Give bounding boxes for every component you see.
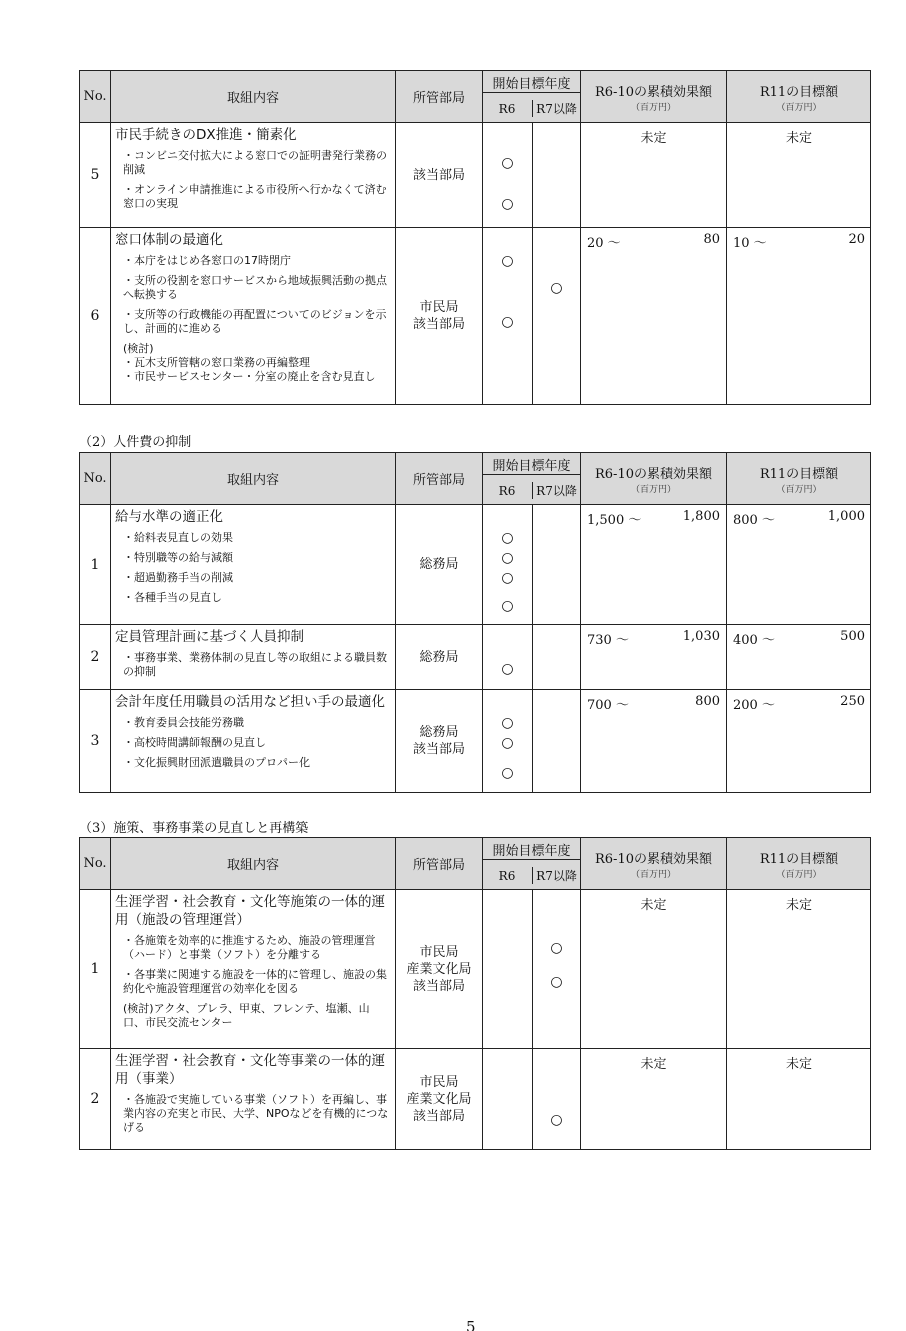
department-lines: [413, 724, 465, 758]
department: [396, 228, 483, 404]
circle-mark-r6: ○: [483, 528, 533, 548]
item-title: 生涯学習・社会教育・文化等施策の一体的運用（施設の管理運営）: [111, 890, 396, 931]
department: [396, 625, 483, 689]
item-detail: ・各施設で実施している事業（ソフト）を再編し、事業内容の充実と市民、大学、NPOなどを有機的につなげる: [111, 1090, 396, 1149]
circle-mark-r6: ○: [483, 180, 533, 227]
empty-cell-r7: [533, 251, 581, 271]
empty-cell-r6: [483, 505, 533, 528]
cum-amount: 未定: [581, 1049, 727, 1149]
item-detail: ・支所等の行政機能の再配置についてのビジョンを示し、計画的に進める: [111, 305, 396, 339]
circle-mark-r7: ○: [533, 1090, 581, 1149]
item-detail: ・オンライン申請推進による市役所へ行かなくて済む窓口の実現: [111, 180, 396, 227]
empty-cell-r7: [533, 528, 581, 548]
item-detail: ・支所の役割を窓口サービスから地域振興活動の拠点へ転換する: [111, 271, 396, 305]
cum-amount-high: 80: [703, 232, 720, 247]
item-title: 給与水準の適正化: [111, 505, 396, 528]
empty-cell-r6: [483, 999, 533, 1048]
header-r11-unit: （百万円）: [776, 484, 822, 495]
header-r11: [727, 453, 871, 504]
cum-amount-low: 700 ～: [587, 698, 629, 713]
table-policy-review: [79, 837, 871, 1150]
department-name: 総務局: [419, 725, 459, 740]
cum-amount-range: [581, 228, 727, 404]
item-detail: ・事務事業、業務体制の見直し等の取組による職員数の抑制: [111, 648, 396, 689]
department-name: 総務局: [419, 649, 459, 665]
item-title: 会計年度任用職員の活用など担い手の最適化: [111, 690, 396, 713]
r11-amount-high: 20: [848, 232, 865, 247]
empty-cell-r7: [533, 753, 581, 792]
header-start-year-label: 開始目標年度: [483, 455, 581, 475]
header-r11-label: R11の目標額: [759, 84, 839, 100]
department-name: 産業文化局: [406, 961, 472, 977]
table-header: [80, 453, 870, 505]
header-dept: [396, 71, 483, 122]
row-number: 5: [80, 123, 111, 227]
empty-cell-r7: [533, 568, 581, 588]
department-lines: [406, 944, 471, 995]
table-row: [80, 1049, 870, 1149]
department-name: 市民局: [419, 1074, 459, 1090]
empty-cell-r7: [533, 625, 581, 648]
header-r11-label: R11の目標額: [759, 466, 839, 482]
header-r11-label: R11の目標額: [759, 851, 839, 867]
header-cumulative-unit: （百万円）: [630, 484, 676, 495]
empty-cell-r7: [533, 505, 581, 528]
empty-cell-r7: [533, 123, 581, 146]
header-r11: [727, 71, 871, 122]
department-name: 該当部局: [412, 978, 465, 994]
circle-mark-r7: ○: [533, 965, 581, 999]
department-name: 総務局: [419, 557, 459, 572]
header-r6: R6: [483, 100, 533, 117]
table-row: [80, 625, 870, 690]
cum-amount-low: 20 ～: [587, 236, 621, 251]
empty-cell-r6: [483, 1049, 533, 1090]
empty-cell-r7: [533, 305, 581, 339]
empty-cell-r6: [483, 228, 533, 251]
cum-amount-low: 1,500 ～: [587, 513, 642, 528]
cum-amount: 未定: [581, 890, 727, 1048]
header-cumulative: [581, 838, 727, 889]
empty-cell-r6: [483, 890, 533, 931]
empty-cell-r6: [483, 965, 533, 999]
circle-mark-r6: ○: [483, 713, 533, 733]
item-detail: ・文化振興財団派遣職員のプロパー化: [111, 753, 396, 792]
page-number: 5: [466, 1318, 476, 1331]
table-row: [80, 123, 870, 228]
header-cumulative-label: R6-10の累積効果額: [595, 851, 712, 867]
header-dept-label: 所管部局: [412, 91, 465, 106]
circle-mark-r7: ○: [533, 271, 581, 305]
header-cumulative-label: R6-10の累積効果額: [595, 466, 712, 482]
header-content-label: 取組内容: [226, 858, 279, 873]
cum-amount-range: [581, 625, 727, 689]
table-personnel-cost: [79, 452, 871, 793]
header-start-year-label: 開始目標年度: [483, 73, 581, 93]
department-name: 市民局: [419, 300, 459, 315]
empty-cell-r7: [533, 690, 581, 713]
table-header: [80, 838, 870, 890]
department: [396, 505, 483, 624]
cum-amount-range: [581, 505, 727, 624]
item-title: 定員管理計画に基づく人員抑制: [111, 625, 396, 648]
empty-cell-r7: [533, 733, 581, 753]
header-no: [80, 838, 111, 889]
empty-cell-r6: [483, 339, 533, 404]
cum-amount-high: 1,800: [682, 509, 720, 524]
header-r7: R7以降: [536, 102, 577, 116]
row-number: 3: [80, 690, 111, 792]
header-dept-label: 所管部局: [412, 858, 465, 873]
section-title-personnel: （2）人件費の抑制: [79, 435, 192, 450]
header-r11-unit: （百万円）: [776, 102, 822, 113]
r11-amount: 未定: [785, 1057, 812, 1072]
row-number: 2: [80, 625, 111, 689]
r11-amount-low: 200 ～: [733, 698, 775, 713]
r11-amount-high: 500: [840, 629, 865, 644]
department-lines: [406, 1074, 471, 1125]
empty-cell-r7: [533, 588, 581, 624]
circle-mark-r6: ○: [483, 305, 533, 339]
cum-amount-high: 800: [695, 694, 720, 709]
header-r6: R6: [483, 482, 533, 499]
empty-cell-r6: [483, 690, 533, 713]
empty-cell-r6: [483, 271, 533, 305]
section-title-policy-review: （3）施策、事務事業の見直しと再構築: [79, 821, 309, 836]
empty-cell-r7: [533, 713, 581, 733]
circle-mark-r6: ○: [483, 568, 533, 588]
item-detail: ・各種手当の見直し: [111, 588, 396, 624]
department-name: 産業文化局: [406, 1091, 472, 1107]
header-content-label: 取組内容: [226, 91, 279, 106]
header-r7: R7以降: [536, 484, 577, 498]
header-start-year-label: 開始目標年度: [483, 840, 581, 860]
header-r11: [727, 838, 871, 889]
department-lines: [413, 299, 465, 333]
circle-mark-r6: ○: [483, 251, 533, 271]
item-detail: ・コンビニ交付拡大による窓口での証明書発行業務の削減: [111, 146, 396, 180]
header-start-year: [483, 71, 581, 122]
r11-amount-range: [727, 690, 871, 792]
r11-amount: 未定: [785, 898, 812, 913]
empty-cell-r7: [533, 180, 581, 227]
header-content: [111, 71, 396, 122]
header-cumulative: [581, 453, 727, 504]
header-dept: [396, 838, 483, 889]
item-detail: ・各事業に関連する施設を一体的に管理し、施設の集約化や施設管理運営の効率化を図る: [111, 965, 396, 999]
table-row: [80, 228, 870, 404]
cum-amount-low: 730 ～: [587, 633, 629, 648]
circle-mark-r6: ○: [483, 648, 533, 689]
header-no-label: No.: [83, 471, 107, 486]
empty-cell-r7: [533, 890, 581, 931]
header-cumulative-unit: （百万円）: [630, 869, 676, 880]
empty-cell-r7: [533, 648, 581, 689]
item-title: 窓口体制の最適化: [111, 228, 396, 251]
header-cumulative-label: R6-10の累積効果額: [595, 84, 712, 100]
table-dx-window: [79, 70, 871, 405]
item-detail: ・本庁をはじめ各窓口の17時閉庁: [111, 251, 396, 271]
department: [396, 690, 483, 792]
empty-cell-r7: [533, 146, 581, 180]
r11-amount-low: 400 ～: [733, 633, 775, 648]
empty-cell-r7: [533, 1049, 581, 1090]
header-dept-label: 所管部局: [412, 473, 465, 488]
item-detail: ・教育委員会技能労務職: [111, 713, 396, 733]
circle-mark-r6: ○: [483, 548, 533, 568]
header-cumulative-unit: （百万円）: [630, 102, 676, 113]
circle-mark-r6: ○: [483, 753, 533, 792]
cum-amount: 未定: [581, 123, 727, 227]
department-lines: [413, 167, 465, 184]
header-start-year-sub: [483, 482, 581, 499]
department-name: 市民局: [419, 944, 459, 960]
department-lines: [419, 556, 458, 573]
header-r6: R6: [483, 867, 533, 884]
header-start-year: [483, 838, 581, 889]
department-name: 該当部局: [412, 742, 465, 757]
header-no-label: No.: [83, 89, 107, 104]
header-content: [111, 838, 396, 889]
header-no: [80, 453, 111, 504]
r11-amount-range: [727, 228, 871, 404]
row-number: 1: [80, 890, 111, 1048]
header-start-year-sub: [483, 100, 581, 117]
table-header: [80, 71, 870, 123]
header-start-year-sub: [483, 867, 581, 884]
r11-amount-high: 1,000: [827, 509, 865, 524]
circle-mark-r6: ○: [483, 733, 533, 753]
department-name: 該当部局: [412, 167, 465, 183]
circle-mark-r6: ○: [483, 146, 533, 180]
r11-amount-high: 250: [840, 694, 865, 709]
r11-amount-range: [727, 505, 871, 624]
empty-cell-r7: [533, 548, 581, 568]
row-number: 1: [80, 505, 111, 624]
header-r11-unit: （百万円）: [776, 869, 822, 880]
row-number: 2: [80, 1049, 111, 1149]
item-detail: ・超過勤務手当の削減: [111, 568, 396, 588]
r11-amount-range: [727, 625, 871, 689]
item-detail: ・給料表見直しの効果: [111, 528, 396, 548]
empty-cell-r7: [533, 999, 581, 1048]
empty-cell-r6: [483, 123, 533, 146]
table-row: [80, 505, 870, 625]
cum-amount-high: 1,030: [682, 629, 720, 644]
table-row: [80, 890, 870, 1049]
table-row: [80, 690, 870, 792]
empty-cell-r6: [483, 931, 533, 965]
department: [396, 890, 483, 1048]
header-dept: [396, 453, 483, 504]
circle-mark-r7: ○: [533, 931, 581, 965]
item-detail: (検討) ・瓦木支所管轄の窓口業務の再編整理 ・市民サービスセンター・分室の廃止を含む見直し: [111, 339, 396, 404]
item-title: 市民手続きのDX推進・簡素化: [111, 123, 396, 146]
empty-cell-r7: [533, 228, 581, 251]
r11-amount-low: 10 ～: [733, 236, 767, 251]
empty-cell-r6: [483, 625, 533, 648]
empty-cell-r6: [483, 1090, 533, 1149]
item-detail: ・高校時間講師報酬の見直し: [111, 733, 396, 753]
circle-mark-r6: ○: [483, 588, 533, 624]
header-no-label: No.: [83, 856, 107, 871]
header-no: [80, 71, 111, 122]
header-r7: R7以降: [536, 869, 577, 883]
department: [396, 123, 483, 227]
item-detail: ・特別職等の給与減額: [111, 548, 396, 568]
item-detail: ・各施策を効率的に推進するため、施設の管理運営（ハード）と事業（ソフト）を分離する: [111, 931, 396, 965]
empty-cell-r7: [533, 339, 581, 404]
header-start-year: [483, 453, 581, 504]
department-name: 該当部局: [412, 1108, 465, 1124]
r11-amount: 未定: [785, 131, 812, 146]
department-name: 該当部局: [412, 317, 465, 332]
cum-amount-range: [581, 690, 727, 792]
header-cumulative: [581, 71, 727, 122]
item-detail: (検討)アクタ、プレラ、甲東、フレンテ、塩瀬、山口、市民交流センター: [111, 999, 396, 1048]
r11-amount-low: 800 ～: [733, 513, 775, 528]
header-content-label: 取組内容: [226, 473, 279, 488]
item-title: 生涯学習・社会教育・文化等事業の一体的運用（事業）: [111, 1049, 396, 1090]
department-lines: [419, 649, 458, 666]
header-content: [111, 453, 396, 504]
department: [396, 1049, 483, 1149]
row-number: 6: [80, 228, 111, 404]
